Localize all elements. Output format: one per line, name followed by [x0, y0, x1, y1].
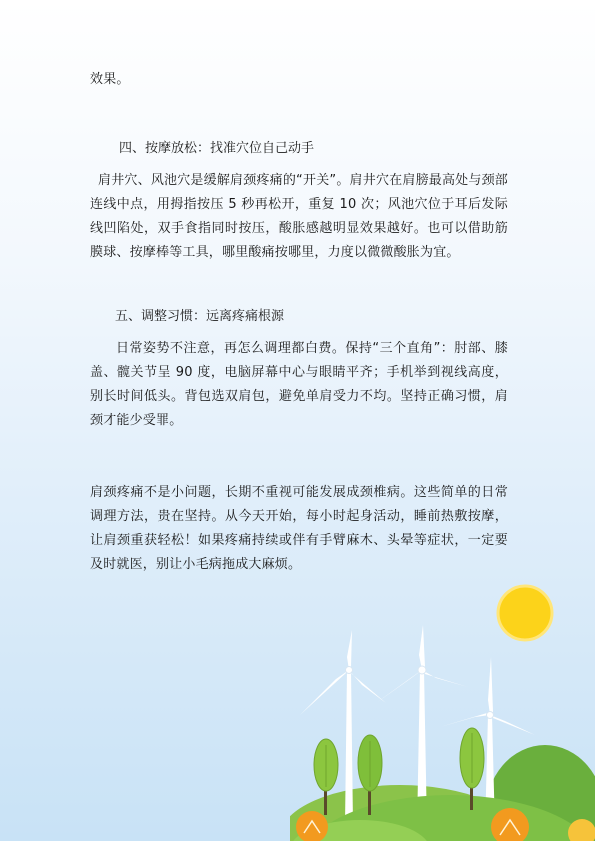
previous-paragraph-fragment: 效果。: [90, 72, 130, 87]
section-5-body: 日常姿势不注意，再怎么调理都白费。保持“三个直角”：肘部、膝盖、髋关节呈 90 度，电脑屏幕中心与眼睛平齐；手机举到视线高度，别长时间低头。背包选双肩包，避免单肩受力不均。坚持正确习惯，肩颈才能少受罪。: [90, 341, 508, 428]
section-4-heading: 四、按摩放松：找准穴位自己动手: [119, 141, 315, 156]
section-5-heading: 五、调整习惯：远离疼痛根源: [115, 309, 285, 324]
wind-energy-illustration: [290, 575, 595, 841]
section-4-body: 肩井穴、风池穴是缓解肩颈疼痛的“开关”。肩井穴在肩膀最高处与颈部连线中点，用拇指按压 5 秒再松开，重复 10 次；风池穴位于耳后发际线凹陷处，双手食指同时按压，酸胀感越明显效果越好。也可以借助筋膜球、按摩棒等工具，哪里酸痛按哪里，力度以微微酸胀为宜。: [90, 173, 508, 260]
sun-icon: [498, 586, 552, 640]
conclusion-paragraph: 肩颈疼痛不是小问题，长期不重视可能发展成颈椎病。这些简单的日常调理方法，贵在坚持。从今天开始，每小时起身活动，睡前热敷按摩，让肩颈重获轻松！如果疼痛持续或伴有手臂麻木、头晕等症状，一定要及时就医，别让小毛病拖成大麻烦。: [90, 485, 508, 572]
